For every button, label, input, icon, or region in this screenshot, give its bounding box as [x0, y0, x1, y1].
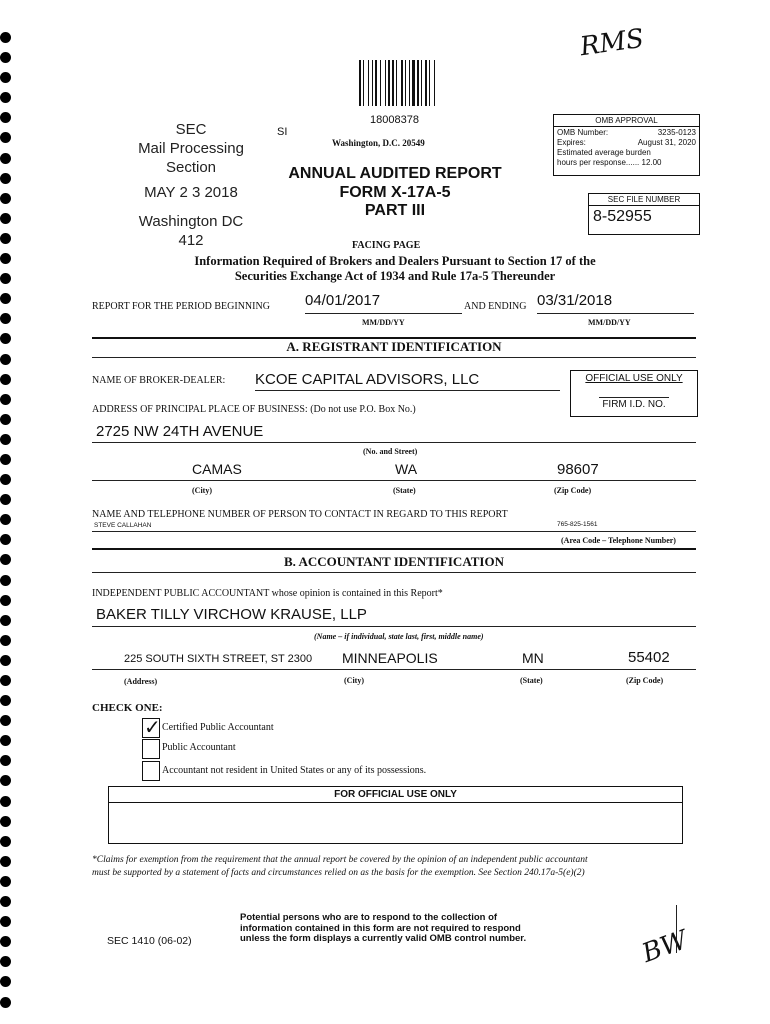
binder-hole: [0, 856, 11, 867]
notice-line2: information contained in this form are not required to respond: [240, 922, 521, 934]
section-a-heading: A. REGISTRANT IDENTIFICATION: [286, 339, 502, 354]
binder-hole: [0, 474, 11, 485]
broker-dealer-label: NAME OF BROKER-DEALER:: [92, 375, 226, 386]
binder-hole: [0, 715, 11, 726]
binder-hole: [0, 976, 11, 987]
handwritten-initials-top: RMS: [578, 23, 646, 63]
binder-hole: [0, 52, 11, 63]
accountant-state: MN: [522, 650, 544, 666]
accountant-line: [92, 626, 696, 627]
barcode-bar: [409, 60, 410, 106]
binder-hole: [0, 32, 11, 43]
info-required: [130, 254, 660, 284]
broker-dealer-value: KCOE CAPITAL ADVISORS, LLC: [255, 371, 480, 388]
handwritten-initials-bottom: BW: [638, 925, 692, 969]
stamp-code: 412: [178, 232, 204, 249]
period-end-label: AND ENDING: [464, 301, 527, 312]
registrant-zip-caption: (Zip Code): [554, 486, 592, 495]
binder-hole: [0, 775, 11, 786]
registrant-state-caption: (State): [393, 486, 416, 495]
checkmark-icon: ✓: [144, 715, 161, 739]
stamp-line-mail: Mail Processing: [138, 140, 244, 157]
sec-file-number-box: [588, 193, 700, 235]
binder-hole: [0, 655, 11, 666]
official-use-label: OFFICIAL USE ONLY: [585, 373, 683, 384]
binder-hole: [0, 796, 11, 807]
binder-hole: [0, 494, 11, 505]
section-a-bottom-rule: [92, 357, 696, 358]
footnote-line2: must be supported by a statement of facts and circumstances relied on as the basis for the exemption. See Section 240.17a-5(e)(2): [92, 868, 585, 878]
binder-hole: [0, 253, 11, 264]
exemption-footnote: [92, 854, 698, 880]
registrant-state: WA: [395, 461, 418, 477]
accountant-city-caption: (City): [344, 676, 364, 685]
contact-label: NAME AND TELEPHONE NUMBER OF PERSON TO CONTACT IN REGARD TO THIS REPORT: [92, 509, 508, 520]
binder-hole: [0, 735, 11, 746]
barcode-bar: [372, 60, 373, 106]
binder-hole: [0, 675, 11, 686]
section-b-heading: B. ACCOUNTANT IDENTIFICATION: [284, 554, 504, 569]
period-format-end: MM/DD/YY: [588, 318, 631, 327]
binder-hole: [0, 534, 11, 545]
barcode-icon: [357, 60, 447, 106]
barcode-bar: [425, 60, 427, 106]
binder-hole: [0, 595, 11, 606]
omb-burden-line2: hours per response...... 12.00: [557, 158, 662, 167]
phone-caption: (Area Code – Telephone Number): [561, 536, 676, 545]
barcode-bar: [359, 60, 361, 106]
signature-stroke: [676, 905, 677, 953]
info-line2: Securities Exchange Act of 1934 and Rule 17a-5 Thereunder: [234, 269, 556, 283]
barcode-bar: [421, 60, 422, 106]
binder-hole: [0, 454, 11, 465]
barcode-bar: [417, 60, 419, 106]
street-line: [92, 442, 696, 443]
accountant-name-caption: (Name – if individual, state last, first, middle name): [314, 632, 484, 641]
barcode-bar: [396, 60, 397, 106]
accountant-zip: 55402: [628, 649, 670, 666]
side-mark: SI: [277, 126, 288, 138]
binder-hole: [0, 554, 11, 565]
option-accountant-not-resident: Accountant not resident in United States or any of its possessions.: [162, 765, 427, 776]
binder-hole: [0, 916, 11, 927]
barcode-bar: [429, 60, 430, 106]
binder-hole: [0, 153, 11, 164]
barcode-bar: [434, 60, 435, 106]
checkbox-public-accountant[interactable]: [142, 739, 160, 759]
binder-hole: [0, 374, 11, 385]
binder-hole: [0, 635, 11, 646]
broker-dealer-line: [255, 390, 560, 391]
registrant-city: CAMAS: [192, 461, 242, 477]
section-b-top-rule: [92, 548, 696, 550]
notice-line3: unless the form displays a currently valid OMB control number.: [240, 933, 527, 944]
info-line1: Information Required of Brokers and Dealers Pursuant to Section 17 of the: [194, 254, 596, 268]
sec-mail-stamp: [128, 120, 254, 250]
binder-hole: [0, 233, 11, 244]
binder-hole: [0, 956, 11, 967]
barcode-bar: [405, 60, 406, 106]
binder-hole: [0, 354, 11, 365]
binder-hole: [0, 876, 11, 887]
binder-hole: [0, 112, 11, 123]
document-id: 18008378: [370, 114, 419, 126]
omb-title: OMB APPROVAL: [554, 115, 699, 127]
accountant-address: 225 SOUTH SIXTH STREET, ST 2300: [124, 653, 313, 665]
binder-hole: [0, 132, 11, 143]
binder-holes: [0, 32, 12, 1017]
omb-expires-value: August 31, 2020: [637, 138, 696, 147]
barcode-bar: [401, 60, 403, 106]
period-end-line: [537, 313, 694, 314]
omb-number-label: OMB Number:: [557, 128, 609, 137]
binder-hole: [0, 836, 11, 847]
barcode-bar: [375, 60, 377, 106]
binder-hole: [0, 193, 11, 204]
binder-hole: [0, 896, 11, 907]
registrant-city-caption: (City): [192, 486, 212, 495]
accountant-address-line: [92, 669, 696, 670]
contact-name: STEVE CALLAHAN: [94, 522, 152, 529]
title-line1: ANNUAL AUDITED REPORT: [288, 165, 502, 182]
stamp-city: Washington DC: [138, 213, 244, 230]
period-begin-line: [305, 313, 462, 314]
stamp-line-section: Section: [165, 159, 217, 176]
contact-phone: 765-825-1561: [557, 521, 598, 528]
registrant-zip: 98607: [557, 461, 599, 478]
title-line3: PART III: [364, 202, 426, 219]
sec-file-label: SEC FILE NUMBER: [589, 194, 699, 206]
barcode-bar: [368, 60, 369, 106]
facing-page-label: FACING PAGE: [352, 240, 421, 251]
barcode-bar: [388, 60, 390, 106]
accountant-zip-caption: (Zip Code): [626, 676, 664, 685]
binder-hole: [0, 514, 11, 525]
binder-hole: [0, 695, 11, 706]
binder-hole: [0, 92, 11, 103]
accountant-state-caption: (State): [520, 676, 543, 685]
street-value: 2725 NW 24TH AVENUE: [96, 423, 264, 440]
binder-hole: [0, 273, 11, 284]
binder-hole: [0, 313, 11, 324]
option-certified-public-accountant: Certified Public Accountant: [162, 722, 274, 733]
barcode-bar: [385, 60, 386, 106]
stamp-line-sec: SEC: [175, 121, 207, 138]
firm-id-label: FIRM I.D. NO.: [602, 399, 666, 410]
binder-hole: [0, 755, 11, 766]
official-use-only-label: FOR OFFICIAL USE ONLY: [109, 787, 682, 803]
omb-approval-box: [553, 114, 700, 176]
binder-hole: [0, 333, 11, 344]
city-state-zip-line: [92, 480, 696, 481]
binder-hole: [0, 72, 11, 83]
checkbox-accountant-not-resident[interactable]: [142, 761, 160, 781]
address-label: ADDRESS OF PRINCIPAL PLACE OF BUSINESS: (Do not use P.O. Box No.): [92, 404, 416, 415]
form-title: [280, 165, 510, 221]
barcode-bar: [363, 60, 364, 106]
binder-hole: [0, 816, 11, 827]
stamp-date: MAY 2 3 2018: [144, 184, 238, 201]
official-use-only-box: [108, 786, 683, 844]
check-one-label: CHECK ONE:: [92, 702, 163, 714]
period-format-begin: MM/DD/YY: [362, 318, 405, 327]
omb-notice: [240, 913, 526, 945]
binder-hole: [0, 997, 11, 1008]
binder-hole: [0, 414, 11, 425]
binder-hole: [0, 936, 11, 947]
period-end-value: 03/31/2018: [537, 292, 613, 309]
binder-hole: [0, 575, 11, 586]
official-use-box: [570, 370, 698, 417]
section-b-bottom-rule: [92, 572, 696, 573]
omb-number-value: 3235-0123: [657, 128, 696, 137]
omb-expires-label: Expires:: [557, 138, 586, 147]
period-begin-label: REPORT FOR THE PERIOD BEGINNING: [92, 301, 270, 312]
contact-line: [92, 531, 696, 532]
binder-hole: [0, 615, 11, 626]
binder-hole: [0, 394, 11, 405]
omb-burden-line1: Estimated average burden: [557, 148, 651, 157]
period-begin-value: 04/01/2017: [305, 292, 381, 309]
binder-hole: [0, 173, 11, 184]
header-location: Washington, D.C. 20549: [332, 138, 425, 148]
sec-file-value: 8-52955: [593, 208, 652, 225]
barcode-bar: [412, 60, 415, 106]
accountant-city: MINNEAPOLIS: [342, 650, 438, 666]
barcode-bar: [392, 60, 394, 106]
barcode-bar: [380, 60, 381, 106]
accountant-value: BAKER TILLY VIRCHOW KRAUSE, LLP: [96, 606, 367, 623]
notice-line1: Potential persons who are to respond to the collection of: [240, 912, 498, 923]
binder-hole: [0, 213, 11, 224]
accountant-address-caption: (Address): [124, 677, 158, 686]
accountant-label: INDEPENDENT PUBLIC ACCOUNTANT whose opinion is contained in this Report*: [92, 588, 443, 599]
option-public-accountant: Public Accountant: [162, 742, 236, 753]
form-identifier: SEC 1410 (06-02): [107, 935, 192, 947]
binder-hole: [0, 293, 11, 304]
footnote-line1: *Claims for exemption from the requirement that the annual report be covered by the opinion of an independent public accountant: [92, 855, 588, 865]
binder-hole: [0, 434, 11, 445]
title-line2: FORM X-17A-5: [339, 183, 451, 201]
street-caption: (No. and Street): [363, 447, 418, 456]
checkbox-certified-public-accountant[interactable]: [142, 715, 161, 739]
